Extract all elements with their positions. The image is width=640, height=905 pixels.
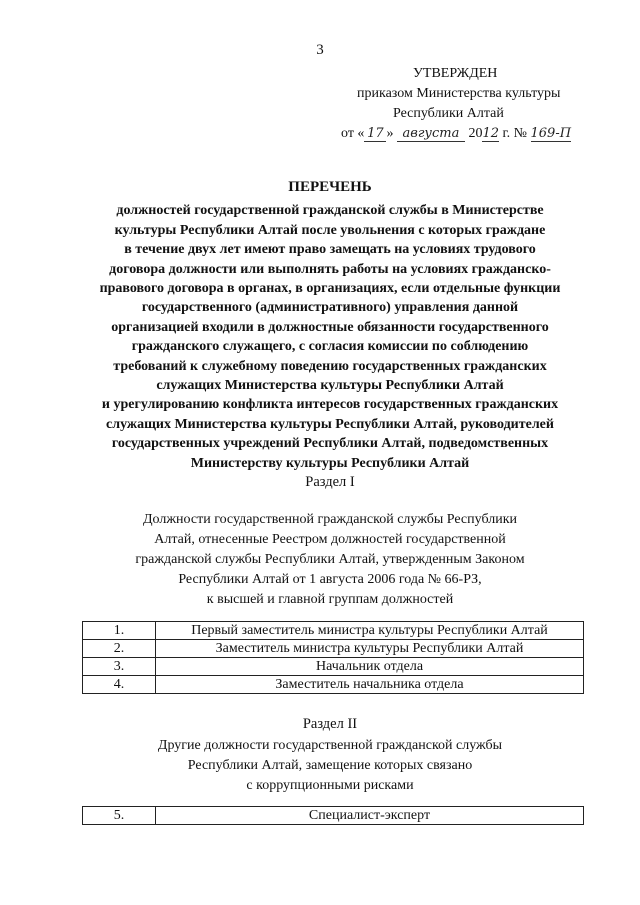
approval-order-line: приказом Министерства культуры bbox=[357, 86, 561, 101]
title-line: требований к служебному поведению государственных гражданских bbox=[113, 358, 547, 374]
date-month: августа bbox=[397, 126, 465, 142]
table-row bbox=[83, 658, 584, 676]
table-row bbox=[83, 622, 584, 640]
year-suffix: 12 bbox=[482, 126, 499, 141]
position-name: Специалист-эксперт bbox=[156, 807, 584, 825]
row-number: 5. bbox=[83, 807, 156, 825]
position-name: Первый заместитель министра культуры Республики Алтай bbox=[156, 622, 584, 640]
page-number: 3 bbox=[316, 42, 324, 58]
title-line: служащих Министерства культуры Республики Алтай, руководителей bbox=[106, 416, 554, 432]
section1-heading: Раздел I bbox=[305, 474, 355, 490]
section1-desc-line: гражданской службы Республики Алтай, утвержденным Законом bbox=[135, 552, 525, 567]
document-title bbox=[60, 178, 600, 473]
position-name: Заместитель министра культуры Республики Алтай bbox=[156, 640, 584, 658]
section1-table bbox=[82, 621, 584, 694]
row-number: 4. bbox=[83, 676, 156, 694]
title-heading: ПЕРЕЧЕНЬ bbox=[288, 179, 372, 195]
approval-date-line bbox=[341, 124, 625, 144]
section2-heading: Раздел II bbox=[302, 716, 358, 732]
position-name: Заместитель начальника отдела bbox=[156, 676, 584, 694]
title-line: государственного (административного) управления данной bbox=[141, 300, 519, 316]
table-row bbox=[83, 807, 584, 825]
section2-description bbox=[80, 736, 580, 796]
number-label: г. № bbox=[502, 126, 528, 141]
section2-table bbox=[82, 806, 584, 825]
title-line: служащих Министерства культуры Республики Алтай bbox=[156, 378, 504, 394]
section1-desc-line: Должности государственной гражданской службы Республики bbox=[143, 512, 517, 527]
title-line: Министерству культуры Республики Алтай bbox=[190, 455, 470, 471]
title-line: в течение двух лет имеют право замещать на условиях трудового bbox=[124, 242, 536, 258]
title-line: и урегулированию конфликта интересов государственных гражданских bbox=[101, 397, 559, 413]
date-prefix: от « bbox=[341, 126, 365, 141]
row-number: 1. bbox=[83, 622, 156, 640]
title-line: организацией входили в должностные обязанности государственного bbox=[111, 319, 549, 335]
section1-desc-line: Республики Алтай от 1 августа 2006 года № 66-РЗ, bbox=[178, 572, 482, 587]
table-row bbox=[83, 676, 584, 694]
order-number: 169-П bbox=[530, 126, 572, 141]
section1-desc-line: Алтай, отнесенные Реестром должностей государственной bbox=[154, 532, 506, 547]
title-line: правового договора в органах, в организациях, если отдельные функции bbox=[99, 281, 561, 297]
section2-desc-line: с коррупционными рисками bbox=[246, 778, 414, 793]
row-number: 3. bbox=[83, 658, 156, 676]
title-line: договора должности или выполнять работы на условиях гражданско- bbox=[109, 261, 551, 277]
table-row bbox=[83, 640, 584, 658]
approval-republic-line: Республики Алтай bbox=[393, 106, 504, 121]
section1-description bbox=[80, 510, 580, 610]
position-name: Начальник отдела bbox=[156, 658, 584, 676]
title-line: культуры Республики Алтай после увольнения с которых граждане bbox=[114, 222, 546, 238]
approval-block bbox=[341, 64, 625, 144]
date-quote-close: » bbox=[386, 126, 394, 141]
section1-desc-line: к высшей и главной группам должностей bbox=[206, 592, 454, 607]
approval-heading: УТВЕРЖДЕН bbox=[413, 66, 498, 81]
section2-desc-line: Другие должности государственной гражданской службы bbox=[157, 738, 503, 753]
row-number: 2. bbox=[83, 640, 156, 658]
section2-desc-line: Республики Алтай, замещение которых связано bbox=[187, 758, 473, 773]
title-line: гражданского служащего, с согласия комиссии по соблюдению bbox=[131, 339, 529, 355]
year-prefix: 20 bbox=[468, 126, 483, 141]
title-line: государственных учреждений Республики Алтай, подведомственных bbox=[111, 436, 549, 452]
title-line: должностей государственной гражданской службы в Министерстве bbox=[116, 203, 544, 219]
date-day: 17 bbox=[364, 126, 386, 142]
